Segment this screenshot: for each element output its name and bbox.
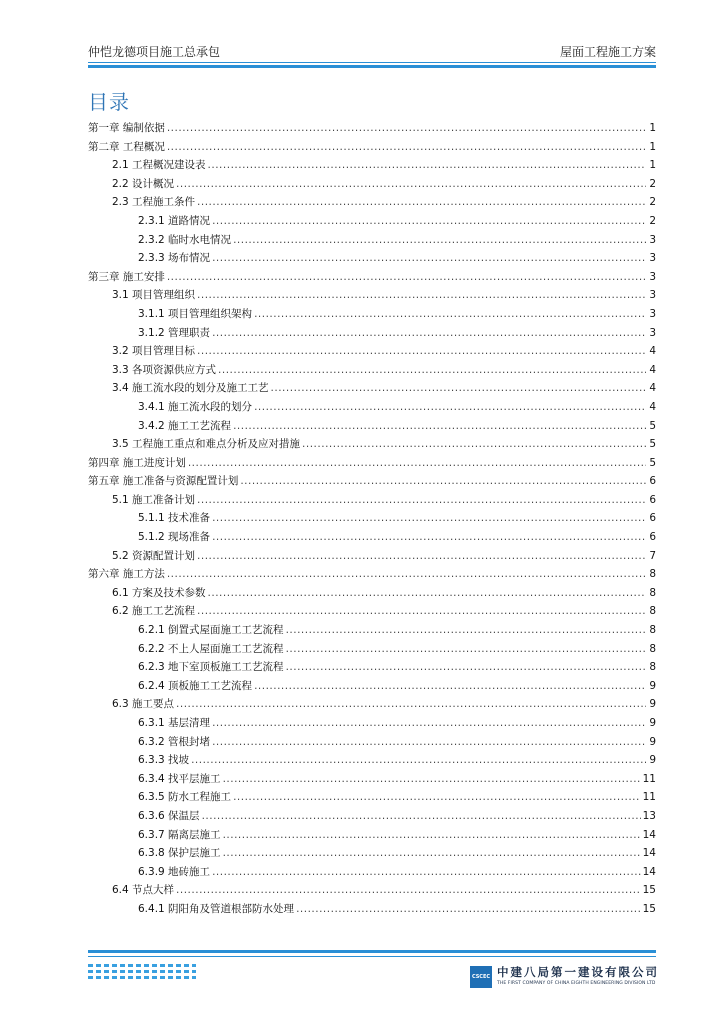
toc-dot-leader: [233, 234, 646, 246]
page-header: [88, 40, 656, 60]
header-project-title: 仲恺龙德项目施工总承包: [88, 45, 221, 59]
toc-entry-page-number: 9: [649, 679, 656, 692]
toc-entry-label: 6.3.2 管根封堵: [138, 735, 211, 748]
toc-entry-label: 2.3.3 场布情况: [138, 252, 211, 265]
toc-entry-label: 2.3 工程施工条件: [112, 196, 196, 209]
toc-entry-label: 3.4.1 施工流水段的划分: [138, 400, 253, 413]
toc-entry-page-number: 3: [649, 326, 656, 339]
toc-entry-label: 6.4.1 阴阳角及管道根部防水处理: [138, 902, 295, 915]
toc-entry-page-number: 4: [649, 400, 656, 413]
toc-entry[interactable]: [88, 213, 656, 232]
toc-entry-label: 5.1.2 现场准备: [138, 531, 211, 544]
toc-entry[interactable]: [88, 157, 656, 176]
toc-entry-label: 6.1 方案及技术参数: [112, 586, 206, 599]
toc-entry-label: 5.2 资源配置计划: [112, 549, 196, 562]
toc-entry[interactable]: [88, 752, 656, 771]
toc-dot-leader: [167, 271, 646, 283]
toc-dot-leader: [167, 141, 646, 153]
toc-entry-page-number: 11: [642, 772, 656, 785]
toc-entry-page-number: 6: [649, 531, 656, 544]
toc-entry[interactable]: [88, 585, 656, 604]
toc-entry[interactable]: [88, 715, 656, 734]
toc-entry[interactable]: [88, 306, 656, 325]
toc-dot-leader: [167, 568, 646, 580]
toc-dot-leader: [271, 382, 646, 394]
toc-entry[interactable]: [88, 399, 656, 418]
toc-entry-page-number: 4: [649, 345, 656, 358]
company-logo-icon: [470, 966, 492, 988]
toc-entry-page-number: 1: [649, 122, 656, 134]
toc-entry[interactable]: [88, 380, 656, 399]
toc-entry[interactable]: [88, 808, 656, 827]
toc-entry-page-number: 14: [642, 847, 656, 860]
toc-entry-page-number: 2: [649, 214, 656, 227]
toc-entry-page-number: 3: [649, 307, 656, 320]
toc-dot-leader: [197, 345, 646, 357]
toc-entry-label: 第四章 施工进度计划: [88, 456, 186, 469]
toc-entry-label: 6.2.1 倒置式屋面施工工艺流程: [138, 624, 284, 637]
toc-entry[interactable]: [88, 734, 656, 753]
toc-entry[interactable]: [88, 529, 656, 548]
toc-entry[interactable]: [88, 641, 656, 660]
toc-entry-label: 6.2.4 顶板施工工艺流程: [138, 679, 253, 692]
toc-entry-label: 5.1.1 技术准备: [138, 512, 211, 525]
toc-entry-page-number: 14: [642, 865, 656, 878]
toc-entry-label: 6.3.4 找平层施工: [138, 772, 221, 785]
toc-entry-label: 5.1 施工准备计划: [112, 493, 196, 506]
toc-dot-leader: [254, 680, 646, 692]
toc-entry-page-number: 4: [649, 382, 656, 395]
toc-entry[interactable]: [88, 325, 656, 344]
toc-entry-page-number: 6: [649, 493, 656, 506]
header-divider: [88, 62, 656, 63]
footer-company-name-en: THE FIRST COMPANY OF CHINA EIGHTH ENGINEERING DIVISION LTD: [497, 981, 656, 986]
toc-entry[interactable]: [88, 343, 656, 362]
toc-entry-page-number: 8: [649, 661, 656, 674]
toc-entry-label: 6.2.2 不上人屋面施工工艺流程: [138, 642, 284, 655]
toc-entry[interactable]: [88, 603, 656, 622]
toc-entry[interactable]: [88, 845, 656, 864]
toc-entry-label: 6.3.6 保温层: [138, 809, 200, 822]
toc-entry[interactable]: [88, 120, 656, 139]
toc-entry-page-number: 3: [649, 233, 656, 246]
toc-entry-label: 2.1 工程概况建设表: [112, 159, 206, 172]
toc-dot-leader: [191, 754, 646, 766]
toc-entry[interactable]: [88, 678, 656, 697]
toc-dot-leader: [197, 605, 646, 617]
toc-entry-page-number: 5: [649, 438, 656, 451]
toc-dot-leader: [240, 475, 646, 487]
header-divider-thick: [88, 65, 656, 68]
toc-entry[interactable]: [88, 194, 656, 213]
toc-entry[interactable]: [88, 473, 656, 492]
footer-divider: [88, 956, 656, 957]
toc-entry-page-number: 14: [642, 828, 656, 841]
toc-entry-page-number: 8: [649, 586, 656, 599]
toc-dot-leader: [212, 512, 646, 524]
toc-entry-page-number: 9: [649, 698, 656, 711]
toc-entry-page-number: 9: [649, 735, 656, 748]
toc-entry-label: 6.3.9 地砖施工: [138, 865, 211, 878]
toc-entry-page-number: 1: [649, 159, 656, 172]
toc-dot-leader: [212, 531, 646, 543]
toc-entry-page-number: 7: [649, 549, 656, 562]
toc-entry-page-number: 8: [649, 568, 656, 581]
toc-entry-page-number: 15: [642, 902, 656, 915]
toc-entry-label: 第一章 编制依据: [88, 122, 165, 134]
toc-entry-label: 2.2 设计概况: [112, 177, 175, 190]
toc-entry[interactable]: [88, 418, 656, 437]
toc-entry-page-number: 15: [642, 884, 656, 897]
toc-dot-leader: [176, 884, 641, 896]
toc-entry[interactable]: [88, 287, 656, 306]
toc-entry[interactable]: [88, 882, 656, 901]
toc-dot-leader: [286, 643, 646, 655]
toc-entry-label: 第二章 工程概况: [88, 140, 165, 153]
toc-entry-page-number: 8: [649, 624, 656, 637]
toc-entry-label: 2.3.2 临时水电情况: [138, 233, 232, 246]
toc-entry[interactable]: [88, 864, 656, 883]
toc-entry-label: 3.2 项目管理目标: [112, 345, 196, 358]
header-document-title: 屋面工程施工方案: [559, 45, 656, 59]
toc-entry-label: 3.5 工程施工重点和难点分析及应对措施: [112, 438, 301, 451]
toc-dot-leader: [167, 122, 646, 134]
toc-entry-label: 3.1.1 项目管理组织架构: [138, 307, 253, 320]
toc-dot-leader: [302, 438, 646, 450]
toc-entry-label: 6.3.5 防水工程施工: [138, 791, 232, 804]
toc-entry-label: 6.3.1 基层清理: [138, 717, 211, 729]
toc-entry-page-number: 4: [649, 363, 656, 376]
toc-entry-page-number: 3: [649, 252, 656, 265]
toc-entry-label: 3.4 施工流水段的划分及施工工艺: [112, 382, 269, 395]
toc-entry[interactable]: [88, 139, 656, 158]
toc-entry[interactable]: [88, 696, 656, 715]
toc-entry-page-number: 6: [649, 512, 656, 525]
toc-dot-leader: [197, 196, 646, 208]
toc-dot-leader: [176, 698, 646, 710]
toc-entry[interactable]: [88, 548, 656, 567]
toc-dot-leader: [296, 903, 641, 915]
toc-dot-leader: [208, 587, 646, 599]
toc-dot-leader: [223, 847, 641, 859]
toc-entry-label: 6.4 节点大样: [112, 884, 175, 897]
toc-entry-page-number: 3: [649, 270, 656, 283]
toc-dot-leader: [212, 866, 641, 878]
toc-entry-page-number: 8: [649, 605, 656, 618]
toc-dot-leader: [233, 420, 646, 432]
toc-entry[interactable]: [88, 566, 656, 585]
toc-entry-page-number: 2: [649, 196, 656, 209]
toc-heading: 目录: [88, 90, 130, 114]
toc-entry-page-number: 5: [649, 456, 656, 469]
toc-dot-leader: [212, 717, 646, 729]
toc-dot-leader: [197, 289, 646, 301]
toc-dot-leader: [208, 159, 646, 171]
toc-entry-page-number: 6: [649, 475, 656, 488]
toc-entry[interactable]: [88, 827, 656, 846]
toc-entry[interactable]: [88, 269, 656, 288]
toc-dot-leader: [218, 364, 646, 376]
toc-entry-label: 第六章 施工方法: [88, 568, 165, 581]
toc-entry-label: 第三章 施工安排: [88, 270, 165, 283]
toc-dot-leader: [212, 327, 646, 339]
toc-dot-leader: [254, 401, 646, 413]
footer-divider-thick: [88, 950, 656, 953]
toc-entry-label: 6.3 施工要点: [112, 698, 175, 711]
toc-dot-leader: [197, 550, 646, 562]
toc-dot-leader: [212, 252, 646, 264]
toc-entry[interactable]: [88, 250, 656, 269]
footer-company-name: 中建八局第一建设有限公司: [497, 965, 659, 979]
toc-dot-leader: [286, 661, 646, 673]
toc-dot-leader: [212, 736, 646, 748]
toc-entry[interactable]: [88, 789, 656, 808]
toc-entry[interactable]: [88, 492, 656, 511]
toc-entry[interactable]: [88, 771, 656, 790]
toc-entry[interactable]: [88, 659, 656, 678]
toc-entry-page-number: 2: [649, 177, 656, 190]
toc-dot-leader: [202, 810, 641, 822]
toc-entry-label: 3.3 各项资源供应方式: [112, 363, 217, 376]
toc-entry[interactable]: [88, 176, 656, 195]
toc-entry-label: 6.3.8 保护层施工: [138, 847, 221, 860]
toc-entry-label: 6.2 施工工艺流程: [112, 605, 196, 618]
toc-entry-page-number: 8: [649, 642, 656, 655]
toc-entry-label: 3.4.2 施工工艺流程: [138, 419, 232, 432]
toc-entry-label: 2.3.1 道路情况: [138, 214, 211, 227]
toc-entry-page-number: 13: [642, 809, 656, 822]
toc-dot-leader: [176, 178, 646, 190]
toc-entry-page-number: 3: [649, 289, 656, 302]
toc-entry-label: 6.3.7 隔离层施工: [138, 828, 221, 841]
toc-entry[interactable]: [88, 901, 656, 920]
toc-entry-page-number: 11: [642, 791, 656, 804]
toc-dot-leader: [223, 829, 641, 841]
toc-dot-leader: [223, 773, 641, 785]
toc-entry-label: 第五章 施工准备与资源配置计划: [88, 475, 239, 488]
toc-dot-leader: [254, 308, 646, 320]
toc-dot-leader: [233, 791, 641, 803]
toc-entry[interactable]: [88, 622, 656, 641]
toc-entry-label: 3.1.2 管理职责: [138, 326, 211, 339]
company-logo-text: CSCEC: [471, 974, 491, 980]
toc-entry-label: 6.2.3 地下室顶板施工工艺流程: [138, 661, 284, 674]
toc-entry[interactable]: [88, 510, 656, 529]
toc-entry-page-number: 5: [649, 419, 656, 432]
footer-decorative-pattern: [88, 963, 196, 979]
toc-entry[interactable]: [88, 362, 656, 381]
toc-entry-label: 6.3.3 找坡: [138, 754, 190, 767]
toc-entry-page-number: 9: [649, 754, 656, 767]
toc-entry[interactable]: [88, 436, 656, 455]
toc-dot-leader: [197, 494, 646, 506]
toc-entry-label: 3.1 项目管理组织: [112, 289, 196, 302]
table-of-contents: [88, 120, 656, 920]
toc-entry[interactable]: [88, 232, 656, 251]
toc-entry-page-number: 9: [649, 717, 656, 729]
toc-dot-leader: [212, 215, 646, 227]
toc-entry[interactable]: [88, 455, 656, 474]
toc-dot-leader: [188, 457, 646, 469]
toc-dot-leader: [286, 624, 646, 636]
toc-entry-page-number: 1: [649, 140, 656, 153]
